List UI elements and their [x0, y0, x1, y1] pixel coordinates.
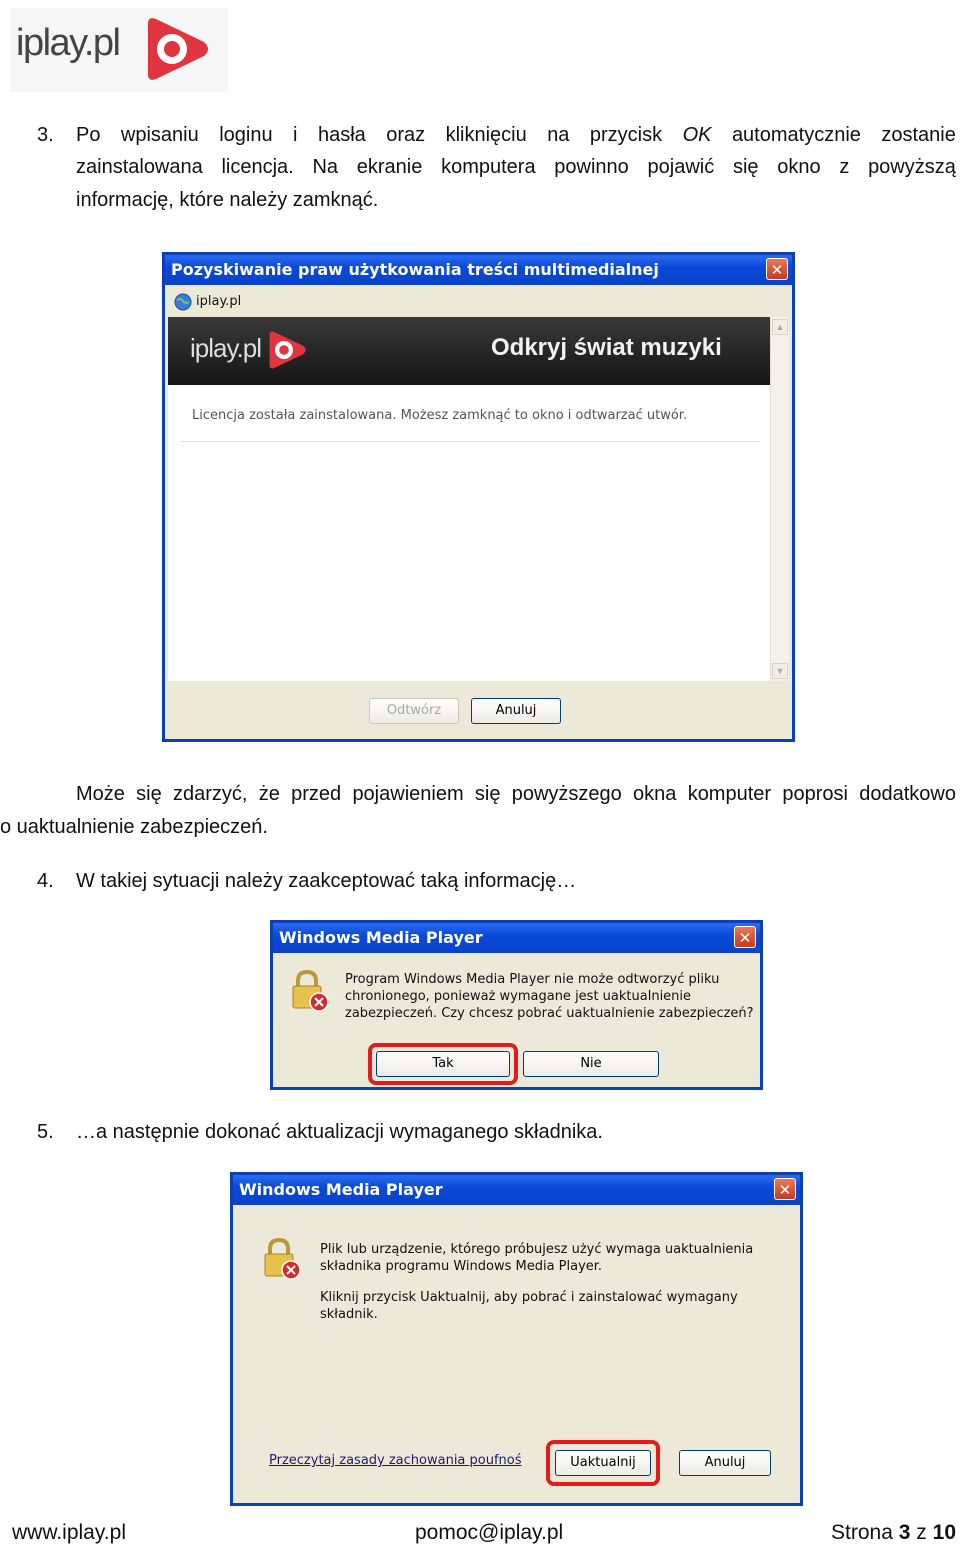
word: wpisaniu	[120, 124, 199, 146]
step-4-text: W takiej sytuacji należy zaakceptować taką informację…	[76, 870, 577, 892]
word: przed	[291, 783, 342, 805]
page-current: 3	[898, 1521, 911, 1544]
close-icon[interactable]: ✕	[766, 258, 788, 280]
word: okno	[777, 156, 821, 178]
header-logo	[10, 8, 228, 92]
wmp-update-titlebar	[233, 1175, 800, 1205]
page-number	[831, 1521, 956, 1545]
word: dodatkowo	[859, 783, 956, 805]
close-icon[interactable]: ✕	[734, 926, 756, 948]
lock-icon	[261, 1237, 301, 1281]
page-sep: z	[916, 1521, 927, 1544]
cancel-button[interactable]: Anuluj	[471, 698, 561, 724]
step-3-line-2	[76, 151, 956, 183]
word: z	[839, 156, 850, 178]
wmp-security-message: Program Windows Media Player nie może odtworzyć pliku chronionego, ponieważ wymagane jest uaktualnienie zabezpieczeń. Czy chcesz pobrać uaktualnienie zabezpieczeń?	[345, 972, 754, 1021]
step-3-number: 3.	[37, 124, 54, 146]
lock-icon	[289, 969, 329, 1013]
no-button[interactable]: Nie	[523, 1051, 659, 1077]
footer-email[interactable]: pomoc@iplay.pl	[415, 1521, 564, 1544]
word: i	[293, 124, 298, 146]
word: komputera	[441, 156, 536, 178]
wmp-update-message-a: Plik lub urządzenie, którego próbujesz użyć wymaga uaktualnienia składnika programu Windows Media Player.	[320, 1242, 754, 1274]
scrollbar[interactable]	[770, 317, 789, 681]
privacy-link[interactable]: Przeczytaj zasady zachowania poufnoś	[269, 1453, 522, 1468]
word: oraz	[386, 124, 426, 146]
word: Po	[76, 124, 101, 146]
word: licencja.	[221, 156, 294, 178]
word: zainstalowana	[76, 156, 203, 178]
address-bar	[165, 285, 792, 317]
logo-text: iplay.pl	[16, 22, 120, 64]
note-line-1	[76, 778, 956, 810]
word: się	[732, 156, 759, 178]
wmp-update-message-b: Kliknij przycisk Uaktualnij, aby pobrać i zainstalować wymagany składnik.	[320, 1290, 738, 1322]
banner-play-icon	[266, 330, 308, 370]
page-total: 10	[932, 1521, 956, 1544]
cancel-button[interactable]: Anuluj	[679, 1450, 771, 1476]
iplay-banner	[168, 317, 770, 385]
word: powinno	[554, 156, 629, 178]
wmp-security-dialog	[270, 920, 763, 1090]
word: hasła	[317, 124, 366, 146]
license-message: Licencja została zainstalowana. Możesz zamknąć to okno i odtwarzać utwór.	[192, 408, 688, 423]
word: loginu	[219, 124, 273, 146]
word: zostanie	[881, 124, 956, 146]
word: poprosi	[782, 783, 848, 805]
update-button[interactable]: Uaktualnij	[555, 1450, 651, 1476]
address-text: iplay.pl	[196, 294, 242, 309]
wmp-security-title: Windows Media Player	[279, 928, 483, 947]
license-dialog	[162, 252, 795, 742]
word: powyższego	[511, 783, 622, 805]
word: komputer	[687, 783, 772, 805]
license-content	[168, 317, 770, 681]
wmp-update-dialog	[230, 1172, 803, 1506]
word: OK	[682, 124, 712, 146]
word: okna	[633, 783, 677, 805]
word: przycisk	[589, 124, 663, 146]
word: pojawić	[647, 156, 715, 178]
banner-logo: iplay.pl	[190, 333, 262, 363]
license-dialog-titlebar	[165, 255, 792, 285]
word: automatycznie	[731, 124, 861, 146]
word: na	[547, 124, 570, 146]
step-5-text: …a następnie dokonać aktualizacji wymaganego składnika.	[76, 1121, 603, 1143]
close-icon[interactable]: ✕	[774, 1178, 796, 1200]
iplay-play-icon	[142, 16, 212, 82]
word: się	[136, 783, 162, 805]
word: się	[474, 783, 501, 805]
banner-slogan: Odkryj świat muzyki	[491, 334, 722, 361]
step-3-line-3: informację, które należy zamknąć.	[76, 189, 379, 211]
word: Na	[312, 156, 339, 178]
word: zdarzyć,	[173, 783, 248, 805]
yes-button[interactable]: Tak	[376, 1051, 510, 1077]
step-4-number: 4.	[37, 870, 54, 892]
word: powyższą	[868, 156, 956, 178]
wmp-security-titlebar	[273, 923, 760, 953]
page-prefix: Strona	[831, 1521, 893, 1544]
step-5-number: 5.	[37, 1121, 54, 1143]
divider	[180, 441, 760, 442]
license-dialog-title: Pozyskiwanie praw użytkowania treści multimedialnej	[171, 260, 659, 279]
word: ekranie	[356, 156, 423, 178]
footer-website[interactable]: www.iplay.pl	[12, 1521, 126, 1544]
word: że	[258, 783, 280, 805]
word: pojawieniem	[352, 783, 464, 805]
step-3-line-1	[76, 119, 956, 151]
wmp-update-title: Windows Media Player	[239, 1180, 443, 1199]
word: Może	[76, 783, 125, 805]
note-line-2: o uaktualnienie zabezpieczeń.	[0, 816, 268, 838]
play-button[interactable]: Odtwórz	[369, 698, 459, 724]
scroll-down-icon[interactable]: ▼	[772, 663, 788, 679]
scroll-up-icon[interactable]: ▲	[772, 319, 788, 335]
word: kliknięciu	[445, 124, 527, 146]
globe-icon	[174, 293, 192, 311]
